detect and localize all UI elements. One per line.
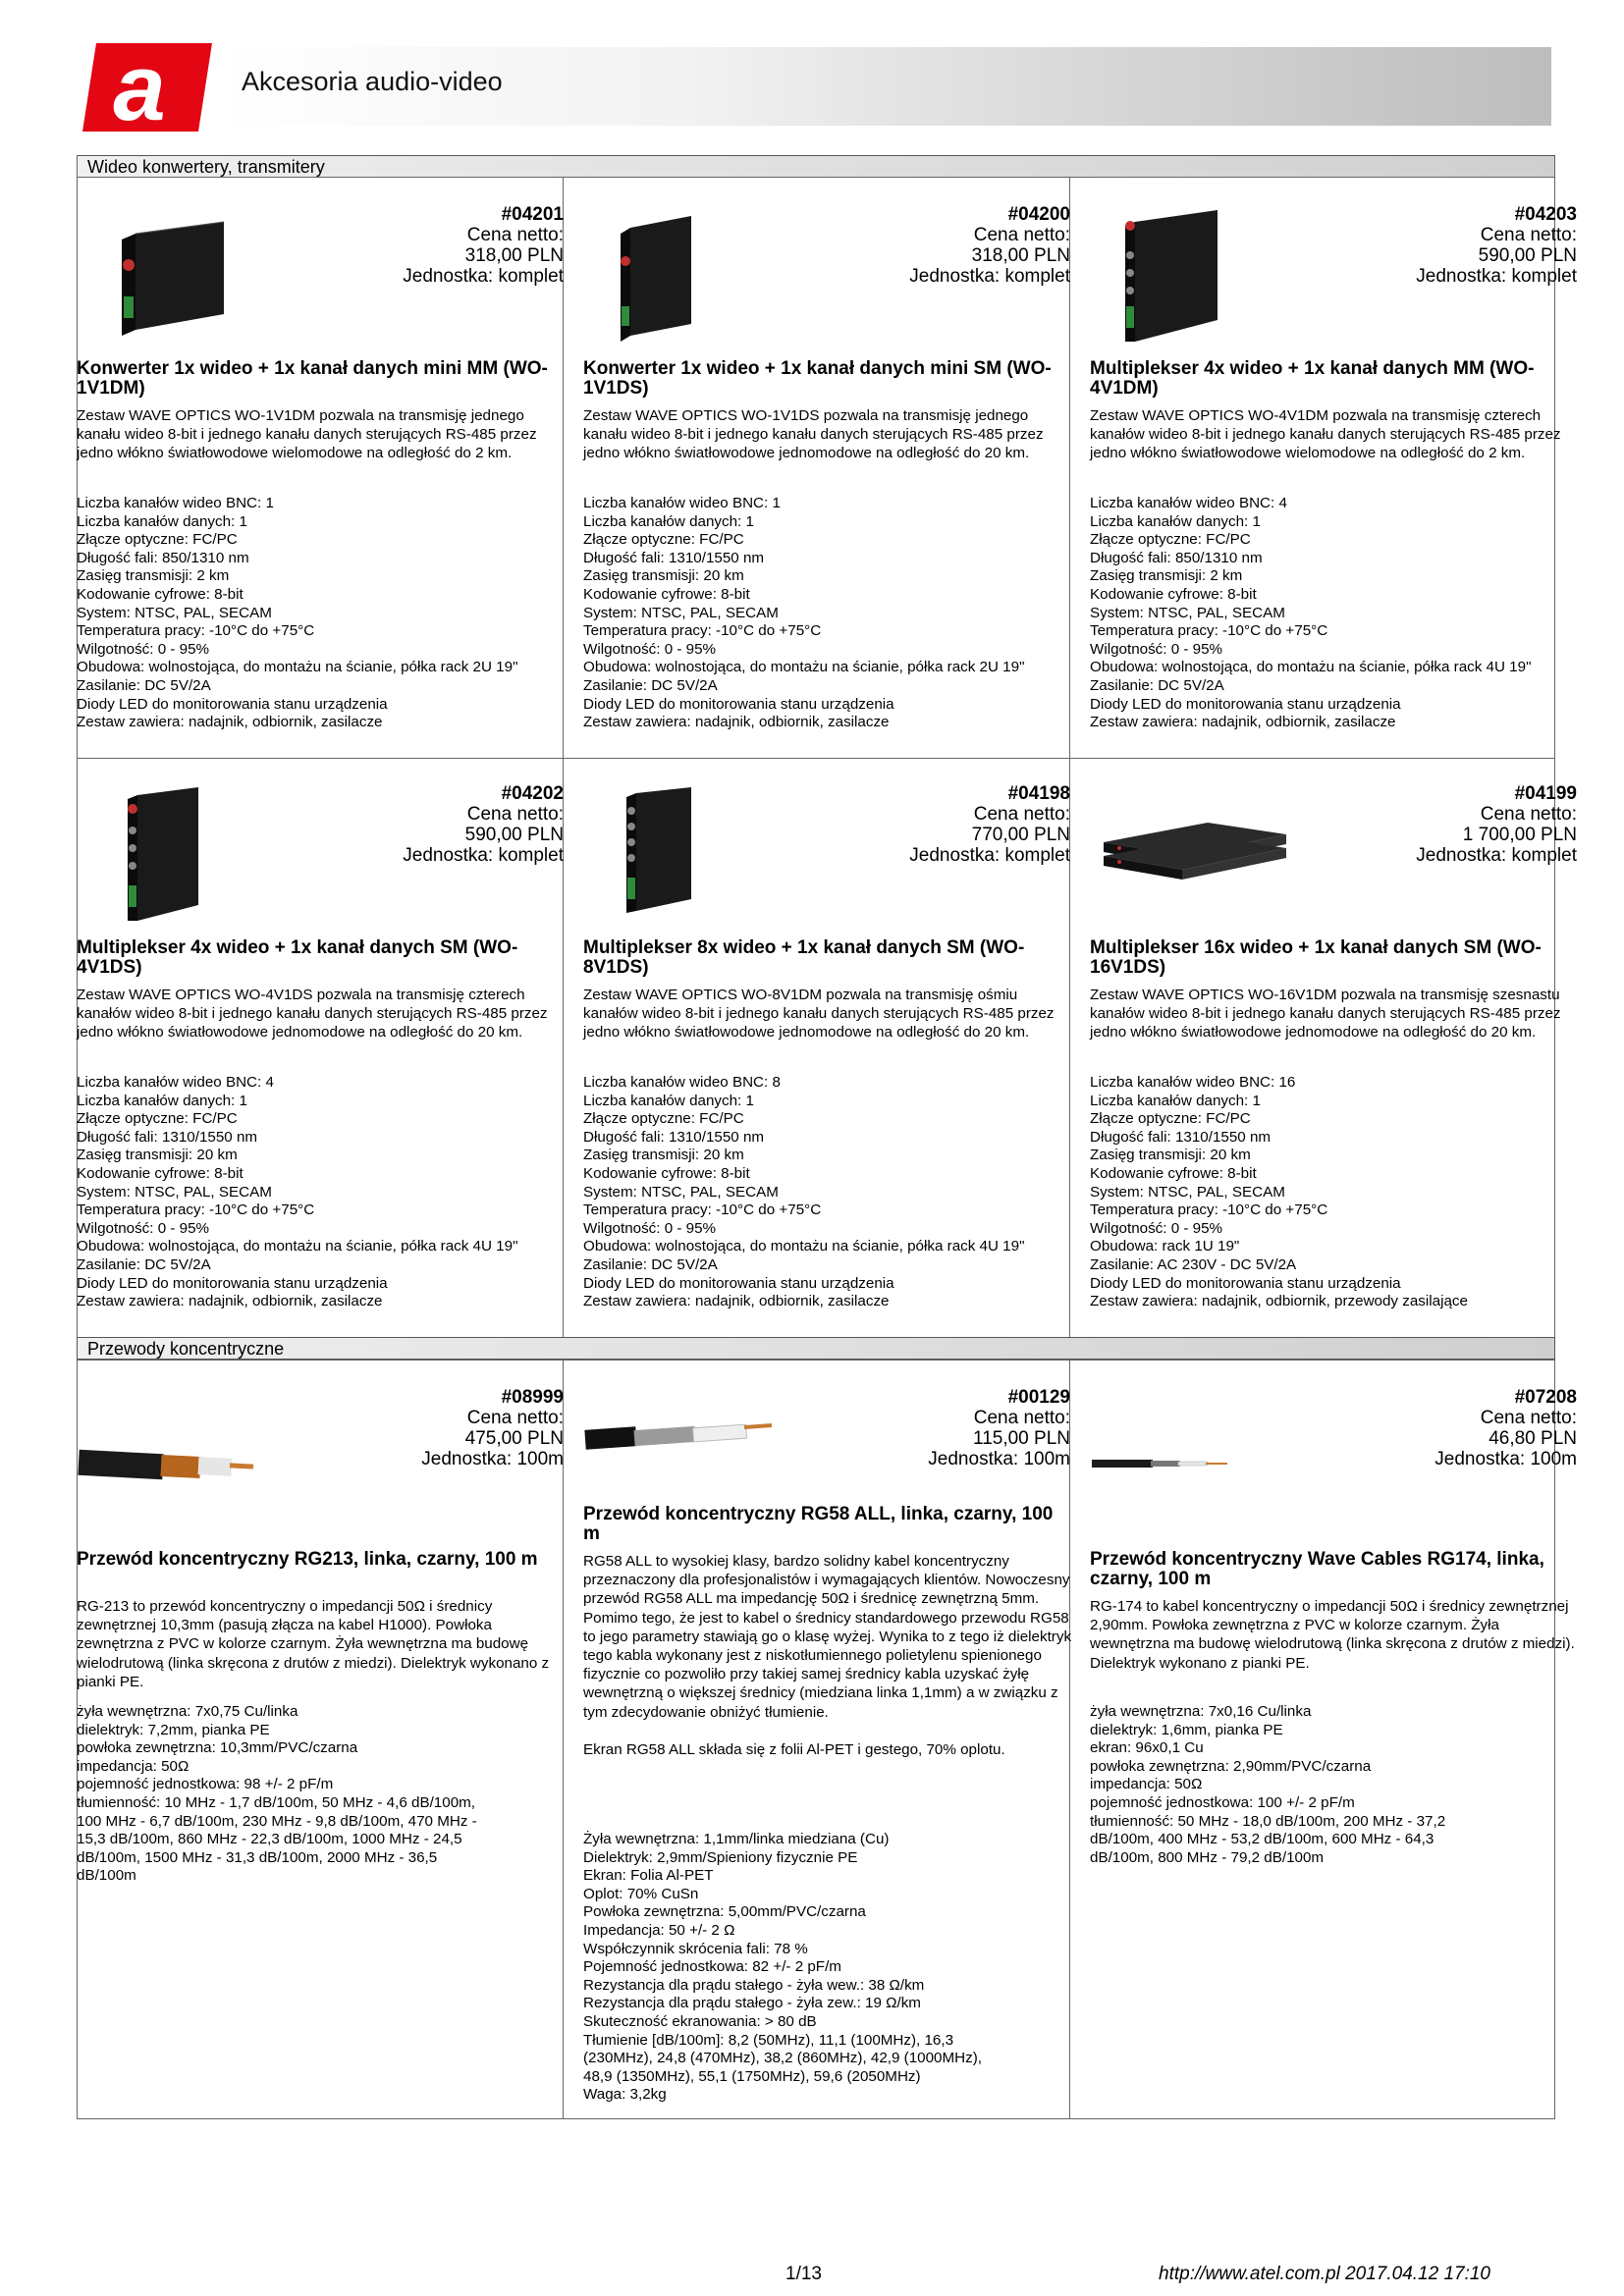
product-specs: Liczba kanałów wideo BNC: 1 Liczba kanałów danych: 1 Złącze optyczne: FC/PC Długość fali: 1310/1550 nm Zasięg transmisji: 20 km Kodowanie cyfrowe: 8-bit System: NTSC, PAL, SECAM Temperatura pracy: -10°C do +75°C Wilgotność: 0 - 95% Obudowa: wolnostojąca, do montażu na ścianie, półka rack 2U 19" Zasilanie: DC 5V/2A Diody LED do monitorowania stanu urządzenia Zestaw zawiera: nadajnik, odbiornik, zasilacze bbox=[583, 495, 1025, 731]
product-specs: Liczba kanałów wideo BNC: 4 Liczba kanałów danych: 1 Złącze optyczne: FC/PC Długość fali: 850/1310 nm Zasięg transmisji: 2 km Kodowanie cyfrowe: 8-bit System: NTSC, PAL, SECAM Temperatura pracy: -10°C do +75°C Wilgotność: 0 - 95% Obudowa: wolnostojąca, do montażu na ścianie, półka rack 4U 19" Zasilanie: DC 5V/2A Diody LED do monitorowania stanu urządzenia Zestaw zawiera: nadajnik, odbiornik, zasilacze bbox=[1090, 495, 1532, 731]
page-number: 1/13 bbox=[785, 2264, 822, 2284]
description-text: Zestaw WAVE OPTICS WO-1V1DM pozwala na transmisję jednego kanału wideo 8-bit i jednego kanału danych sterujących RS-485 przez jedno włókno światłowodowe wielomodowe na odległość do 2 km. bbox=[77, 407, 537, 462]
unit-label: Jednostka: komplet bbox=[909, 845, 1070, 866]
svg-text:a: a bbox=[113, 43, 166, 132]
unit-label: Jednostka: komplet bbox=[403, 266, 564, 287]
product-title: Multiplekser 4x wideo + 1x kanał danych MM (WO-4V1DM) bbox=[1090, 358, 1535, 399]
price-block bbox=[1435, 1387, 1577, 1469]
product-description bbox=[1090, 1597, 1581, 1679]
product-code: #04198 bbox=[1007, 783, 1070, 804]
product-specs: żyła wewnętrzna: 7x0,75 Cu/linka dielektryk: 7,2mm, pianka PE powłoka zewnętrzna: 10,3mm/PVC/czarna impedancja: 50Ω pojemność jednostkowa: 98 +/- 2 pF/m tłumienność: 10 MHz - 1,7 dB/100m, 50 MHz - 4,6 dB/100m, 100 MHz - 6,7 dB/100m, 230 MHz - 9,8 dB/100m, 470 MHz - 15,3 dB/100m, 860 MHz - 22,3 dB/100m, 1000 MHz - 24,5 dB/100m, 1500 MHz - 31,3 dB/100m, 2000 MHz - 36,5 dB/100m bbox=[77, 1703, 477, 1885]
grid-line bbox=[77, 177, 1555, 178]
product-title: Przewód koncentryczny Wave Cables RG174, linka, czarny, 100 m bbox=[1090, 1549, 1544, 1589]
product-specs: żyła wewnętrzna: 7x0,16 Cu/linka dielektryk: 1,6mm, pianka PE ekran: 96x0,1 Cu powłoka zewnętrzna: 2,90mm/PVC/czarna impedancja: 50Ω pojemność jednostkowa: 100 +/- 2 pF/m tłumienność: 50 MHz - 18,0 dB/100m, 200 MHz - 37,2 dB/100m, 400 MHz - 53,2 dB/100m, 600 MHz - 64,3 dB/100m, 800 MHz - 79,2 dB/100m bbox=[1090, 1703, 1446, 1866]
unit-label: Jednostka: komplet bbox=[909, 266, 1070, 287]
product-specs: Żyła wewnętrzna: 1,1mm/linka miedziana (Cu) Dielektryk: 2,9mm/Spieniony fizycznie PE Ekran: Folia Al-PET Oplot: 70% CuSn Powłoka zewnętrzna: 5,00mm/PVC/czarna Impedancja: 50 +/- 2 Ω Współczynnik skrócenia fali: 78 % Pojemność jednostkowa: 82 +/- 2 pF/m Rezystancja dla prądu stałego - żyła wew.: 38 Ω/km Rezystancja dla prądu stałego - żyła zew.: 19 Ω/km Skuteczność ekranowania: > 80 dB Tłumienie [dB/100m]: 8,2 (50MHz), 11,1 (100MHz), 16,3 (230MHz), 24,8 (470MHz), 38,2 (860MHz), 42,9 (1000MHz), 48,9 (1350MHz), 55,1 (1750MHz), 59,6 (2050MHz) Waga: 3,2kg bbox=[583, 1831, 982, 2104]
section-header-coax-cables bbox=[77, 1337, 1555, 1360]
page-title: Akcesoria audio-video bbox=[242, 67, 503, 96]
product-card bbox=[77, 204, 564, 754]
section-header-video-converters bbox=[77, 155, 1555, 178]
price-block bbox=[1416, 783, 1577, 866]
product-description bbox=[77, 406, 568, 469]
product-title: Multiplekser 16x wideo + 1x kanał danych SM (WO-16V1DS) bbox=[1090, 937, 1542, 978]
product-title: Multiplekser 8x wideo + 1x kanał danych SM (WO-8V1DS) bbox=[583, 937, 1025, 978]
product-specs: Liczba kanałów wideo BNC: 8 Liczba kanałów danych: 1 Złącze optyczne: FC/PC Długość fali: 1310/1550 nm Zasięg transmisji: 20 km Kodowanie cyfrowe: 8-bit System: NTSC, PAL, SECAM Temperatura pracy: -10°C do +75°C Wilgotność: 0 - 95% Obudowa: wolnostojąca, do montażu na ścianie, półka rack 4U 19" Zasilanie: DC 5V/2A Diody LED do monitorowania stanu urządzenia Zestaw zawiera: nadajnik, odbiornik, zasilacze bbox=[583, 1074, 1025, 1310]
product-title: Multiplekser 4x wideo + 1x kanał danych SM (WO-4V1DS) bbox=[77, 937, 518, 978]
product-title: Konwerter 1x wideo + 1x kanał danych mini MM (WO-1V1DM) bbox=[77, 358, 548, 399]
price-block bbox=[1416, 204, 1577, 287]
black-fiber-converter-box-icon bbox=[77, 204, 293, 342]
product-description bbox=[583, 1552, 1074, 1765]
product-description bbox=[1090, 406, 1581, 469]
price-block bbox=[403, 783, 564, 866]
product-title: Przewód koncentryczny RG213, linka, czarny, 100 m bbox=[77, 1549, 538, 1570]
unit-label: Jednostka: 100m bbox=[1435, 1449, 1577, 1469]
description-text: RG-213 to przewód koncentryczny o impedancji 50Ω i średnicy zewnętrznej 10,3mm (pasują złącza na kabel H1000). Powłoka zewnętrzna z PVC w kolorze czarnym. Żyła wewnętrzna ma budowę wielodrutową (linka skręcona z drutów z miedzi). Dielektryk wykonano z pianki PE. bbox=[77, 1598, 550, 1690]
product-code: #00129 bbox=[1007, 1387, 1070, 1408]
product-title: Konwerter 1x wideo + 1x kanał danych mini SM (WO-1V1DS) bbox=[583, 358, 1052, 399]
product-card bbox=[1090, 204, 1577, 754]
product-code: #04201 bbox=[501, 204, 564, 225]
product-description bbox=[583, 986, 1074, 1048]
product-code: #04200 bbox=[1007, 204, 1070, 225]
product-specs: Liczba kanałów wideo BNC: 16 Liczba kanałów danych: 1 Złącze optyczne: FC/PC Długość fali: 1310/1550 nm Zasięg transmisji: 20 km Kodowanie cyfrowe: 8-bit System: NTSC, PAL, SECAM Temperatura pracy: -10°C do +75°C Wilgotność: 0 - 95% Obudowa: rack 1U 19" Zasilanie: AC 230V - DC 5V/2A Diody LED do monitorowania stanu urządzenia Zestaw zawiera: nadajnik, odbiornik, przewody zasilające bbox=[1090, 1074, 1468, 1310]
price-value: 318,00 PLN bbox=[464, 245, 564, 266]
price-label: Cena netto: bbox=[466, 804, 564, 825]
unit-label: Jednostka: komplet bbox=[1416, 845, 1577, 866]
section-title: Wideo konwertery, transmitery bbox=[87, 157, 325, 177]
price-value: 590,00 PLN bbox=[1478, 245, 1577, 266]
product-code: #04203 bbox=[1514, 204, 1577, 225]
product-card bbox=[1090, 1387, 1577, 2113]
description-text: Zestaw WAVE OPTICS WO-8V1DM pozwala na transmisję ośmiu kanałów wideo 8-bit i jednego kanału danych sterujących RS-485 przez jedno włókno światłowodowe jednomodowe na odległość do 20 km. bbox=[583, 987, 1055, 1041]
price-value: 770,00 PLN bbox=[971, 825, 1070, 845]
product-card bbox=[583, 1387, 1070, 2113]
price-label: Cena netto: bbox=[1480, 1408, 1577, 1428]
product-description bbox=[77, 986, 568, 1048]
product-card bbox=[583, 204, 1070, 754]
price-block bbox=[421, 1387, 564, 1469]
price-label: Cena netto: bbox=[973, 225, 1070, 245]
coax-cable-braided-icon bbox=[77, 1387, 293, 1524]
section-title: Przewody koncentryczne bbox=[87, 1339, 285, 1359]
price-value: 115,00 PLN bbox=[973, 1428, 1070, 1449]
black-fiber-multiplexer-box-icon bbox=[77, 783, 293, 921]
description-text: Zestaw WAVE OPTICS WO-4V1DS pozwala na transmisję czterech kanałów wideo 8-bit i jednego kanału danych sterujących RS-485 przez jedno włókno światłowodowe jednomodowe na odległość do 20 km. bbox=[77, 987, 548, 1041]
product-card bbox=[1090, 783, 1577, 1333]
unit-label: Jednostka: komplet bbox=[1416, 266, 1577, 287]
description-text: Zestaw WAVE OPTICS WO-16V1DM pozwala na transmisję szesnastu kanałów wideo 8-bit i jednego kanału danych sterujących RS-485 przez jedno włókno światłowodowe jednomodowe na odległość do 20 km. bbox=[1090, 987, 1561, 1041]
black-fiber-multiplexer-box-icon bbox=[1090, 204, 1306, 342]
product-title: Przewód koncentryczny RG58 ALL, linka, czarny, 100 m bbox=[583, 1504, 1054, 1544]
product-code: #04202 bbox=[501, 783, 564, 804]
price-block bbox=[909, 204, 1070, 287]
price-label: Cena netto: bbox=[973, 1408, 1070, 1428]
product-code: #07208 bbox=[1514, 1387, 1577, 1408]
product-card bbox=[583, 783, 1070, 1333]
footer-url-date: http://www.atel.com.pl 2017.04.12 17:10 bbox=[1159, 2264, 1490, 2284]
product-specs: Liczba kanałów wideo BNC: 1 Liczba kanałów danych: 1 Złącze optyczne: FC/PC Długość fali: 850/1310 nm Zasięg transmisji: 2 km Kodowanie cyfrowe: 8-bit System: NTSC, PAL, SECAM Temperatura pracy: -10°C do +75°C Wilgotność: 0 - 95% Obudowa: wolnostojąca, do montażu na ścianie, półka rack 2U 19" Zasilanie: DC 5V/2A Diody LED do monitorowania stanu urządzenia Zestaw zawiera: nadajnik, odbiornik, zasilacze bbox=[77, 495, 518, 731]
unit-label: Jednostka: 100m bbox=[421, 1449, 564, 1469]
product-description bbox=[1090, 986, 1581, 1048]
description-text: Zestaw WAVE OPTICS WO-4V1DM pozwala na transmisję czterech kanałów wideo 8-bit i jednego kanału danych sterujących RS-485 przez jedno włókno światłowodowe wielomodowe na odległość do 2 km. bbox=[1090, 407, 1561, 462]
product-code: #04199 bbox=[1514, 783, 1577, 804]
price-value: 46,80 PLN bbox=[1489, 1428, 1577, 1449]
product-specs: Liczba kanałów wideo BNC: 4 Liczba kanałów danych: 1 Złącze optyczne: FC/PC Długość fali: 1310/1550 nm Zasięg transmisji: 20 km Kodowanie cyfrowe: 8-bit System: NTSC, PAL, SECAM Temperatura pracy: -10°C do +75°C Wilgotność: 0 - 95% Obudowa: wolnostojąca, do montażu na ścianie, półka rack 4U 19" Zasilanie: DC 5V/2A Diody LED do monitorowania stanu urządzenia Zestaw zawiera: nadajnik, odbiornik, zasilacze bbox=[77, 1074, 518, 1310]
description-text: RG58 ALL to wysokiej klasy, bardzo solidny kabel koncentryczny przeznaczony dla profesjonalistów i wymagających klientów. Nowoczesny przewód RG58 ALL ma impedancję 50Ω i średnicę zewnętrzną 5mm. Pomimo tego, że jest to kabel o średnicy standardowego przewodu RG58 to jego parametry stawiają go o klasę wyżej. Wynika to z tego iż dielektryk tego kabla wykonany jest z niskotłumiennego polietylenu spienionego fizycznie co pozwoliło przy takiej samej średnicy kabla uzyskać żyłę wewnętrzną o większej średnicy (miedziana linka 1,1mm) a w związku z tym zdecydowanie obniżyć tłumienie. Ekran RG58 ALL składa się z folii Al-PET i gestego, 70% oplotu. bbox=[583, 1553, 1072, 1759]
price-block bbox=[928, 1387, 1070, 1469]
price-value: 1 700,00 PLN bbox=[1462, 825, 1577, 845]
grid-line bbox=[77, 2118, 1555, 2119]
price-block bbox=[403, 204, 564, 287]
description-text: Zestaw WAVE OPTICS WO-1V1DS pozwala na transmisję jednego kanału wideo 8-bit i jednego kanału danych sterujących RS-485 przez jedno włókno światłowodowe jednomodowe na odległość do 20 km. bbox=[583, 407, 1044, 462]
product-description bbox=[77, 1597, 568, 1697]
black-fiber-converter-box-icon bbox=[583, 204, 799, 342]
product-code: #08999 bbox=[501, 1387, 564, 1408]
price-block bbox=[909, 783, 1070, 866]
coax-cable-thin-icon bbox=[1090, 1387, 1306, 1524]
price-value: 475,00 PLN bbox=[464, 1428, 564, 1449]
unit-label: Jednostka: komplet bbox=[403, 845, 564, 866]
product-description bbox=[583, 406, 1074, 469]
grid-line bbox=[77, 1360, 1555, 1361]
atel-logo-icon bbox=[82, 43, 212, 132]
price-label: Cena netto: bbox=[973, 804, 1070, 825]
unit-label: Jednostka: 100m bbox=[928, 1449, 1070, 1469]
grid-line bbox=[77, 758, 1555, 759]
price-label: Cena netto: bbox=[1480, 225, 1577, 245]
price-label: Cena netto: bbox=[466, 225, 564, 245]
product-card bbox=[77, 783, 564, 1333]
price-label: Cena netto: bbox=[1480, 804, 1577, 825]
price-value: 590,00 PLN bbox=[464, 825, 564, 845]
rack-multiplexer-units-icon bbox=[1090, 783, 1306, 921]
description-text: RG-174 to kabel koncentryczny o impedancji 50Ω i średnicy zewnętrznej 2,90mm. Powłoka zewnętrzna z PVC w kolorze czarnym. Żyła wewnętrzna ma budowę wielodrutową (linka skręcona z drutów z miedzi). Dielektryk wykonano z pianki PE. bbox=[1090, 1598, 1575, 1672]
price-value: 318,00 PLN bbox=[971, 245, 1070, 266]
price-label: Cena netto: bbox=[466, 1408, 564, 1428]
page-header bbox=[0, 0, 1624, 137]
black-fiber-multiplexer-box-icon bbox=[583, 783, 799, 921]
product-card bbox=[77, 1387, 564, 2113]
